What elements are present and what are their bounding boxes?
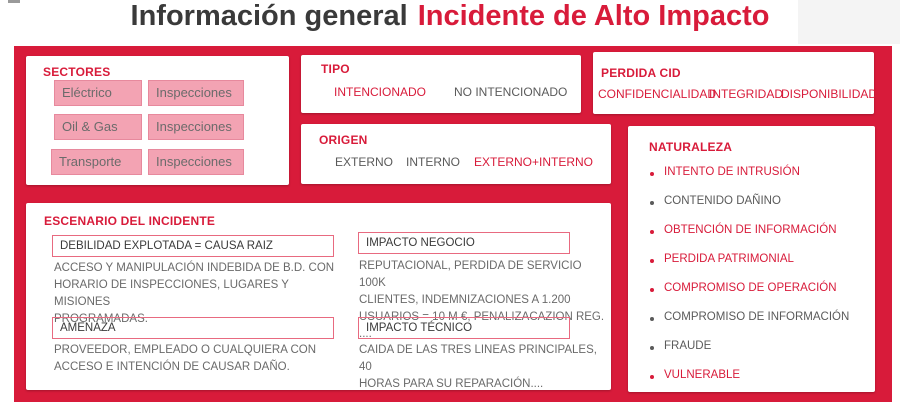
description-line: CLIENTES, INDEMNIZACIONES A 1.200	[359, 294, 571, 306]
naturaleza-item: FRAUDE	[664, 340, 712, 352]
debilidad-label: DEBILIDAD EXPLOTADA = CAUSA RAIZ	[52, 235, 334, 257]
cid-confidencialidad: CONFIDENCIALIDAD	[598, 87, 717, 101]
naturaleza-item: PERDIDA PATRIMONIAL	[664, 253, 794, 265]
naturaleza-item: CONTENIDO DAÑINO	[664, 195, 781, 207]
impacto-negocio-label: IMPACTO NEGOCIO	[358, 232, 570, 254]
naturaleza-bullet	[650, 230, 654, 234]
naturaleza-item: VULNERABLE	[664, 369, 741, 381]
impacto-tecnico-label: IMPACTO TÉCNICO	[358, 317, 570, 339]
cid-integridad: INTEGRIDAD	[709, 87, 784, 101]
sectores-panel	[26, 56, 289, 185]
tipo-heading: TIPO	[321, 62, 350, 76]
sector-transporte-tag: Inspecciones	[148, 149, 244, 175]
naturaleza-item: COMPROMISO DE INFORMACIÓN	[664, 311, 850, 323]
naturaleza-panel	[628, 126, 875, 392]
sector-electrico: Eléctrico	[54, 80, 142, 106]
perdida-cid-panel	[593, 52, 878, 114]
sector-electrico-tag: Inspecciones	[148, 80, 244, 106]
naturaleza-bullet	[650, 201, 654, 205]
description-line: HORARIO DE INSPECCIONES, LUGARES Y MISIONES	[54, 279, 289, 308]
description-line: PROGRAMADAS.	[54, 313, 148, 325]
title-general: Información general	[130, 0, 408, 32]
origen-panel	[301, 124, 611, 184]
description-line: ACCESO Y MANIPULACIÓN INDEBIDA DE B.D. CON	[54, 262, 335, 274]
cid-disponibilidad: DISPONIBILIDAD	[781, 87, 878, 101]
naturaleza-bullet	[650, 317, 654, 321]
tipo-intencionado: INTENCIONADO	[334, 85, 427, 99]
tipo-panel	[301, 55, 581, 113]
naturaleza-heading: NATURALEZA	[649, 140, 733, 154]
description-line: ACCESO E INTENCIÓN DE CAUSAR DAÑO.	[54, 361, 290, 373]
naturaleza-bullet	[650, 346, 654, 350]
naturaleza-bullet	[650, 259, 654, 263]
escenario-panel	[26, 203, 611, 390]
naturaleza-bullet	[650, 172, 654, 176]
origen-externo-interno: EXTERNO+INTERNO	[474, 155, 594, 169]
amenaza-label: AMENAZA	[52, 317, 334, 339]
sector-transporte: Transporte	[51, 149, 142, 175]
description-line: USUARIOS = 10 M €, PENALIZACAZION REG. ....	[359, 311, 605, 340]
sector-oil-gas: Oil & Gas	[54, 114, 142, 140]
naturaleza-bullet	[650, 288, 654, 292]
naturaleza-bullet	[650, 375, 654, 379]
red-frame	[14, 46, 892, 402]
naturaleza-item: INTENTO DE INTRUSIÓN	[664, 166, 800, 178]
description-line: CAIDA DE LAS TRES LINEAS PRINCIPALES, 40	[359, 344, 597, 373]
description-line: HORAS PARA SU REPARACIÓN....	[359, 378, 544, 390]
origen-externo: EXTERNO	[335, 155, 394, 169]
amenaza-description	[54, 342, 344, 376]
naturaleza-item: COMPROMISO DE OPERACIÓN	[664, 282, 837, 294]
impacto-tecnico-description	[359, 342, 607, 393]
sector-oil-gas-tag: Inspecciones	[148, 114, 244, 140]
page-title	[0, 0, 900, 36]
origen-heading: ORIGEN	[319, 133, 368, 147]
tipo-no-intencionado: NO INTENCIONADO	[454, 85, 568, 99]
sectores-heading: SECTORES	[43, 65, 111, 79]
description-line: REPUTACIONAL, PERDIDA DE SERVICIO 100K	[359, 260, 582, 289]
title-incident: Incidente de Alto Impacto	[417, 0, 770, 32]
escenario-heading: ESCENARIO DEL INCIDENTE	[44, 214, 216, 228]
origen-interno: INTERNO	[406, 155, 460, 169]
perdida-cid-heading: PERDIDA CID	[601, 66, 681, 80]
naturaleza-item: OBTENCIÓN DE INFORMACIÓN	[664, 224, 837, 236]
description-line: PROVEEDOR, EMPLEADO O CUALQUIERA CON	[54, 344, 317, 356]
